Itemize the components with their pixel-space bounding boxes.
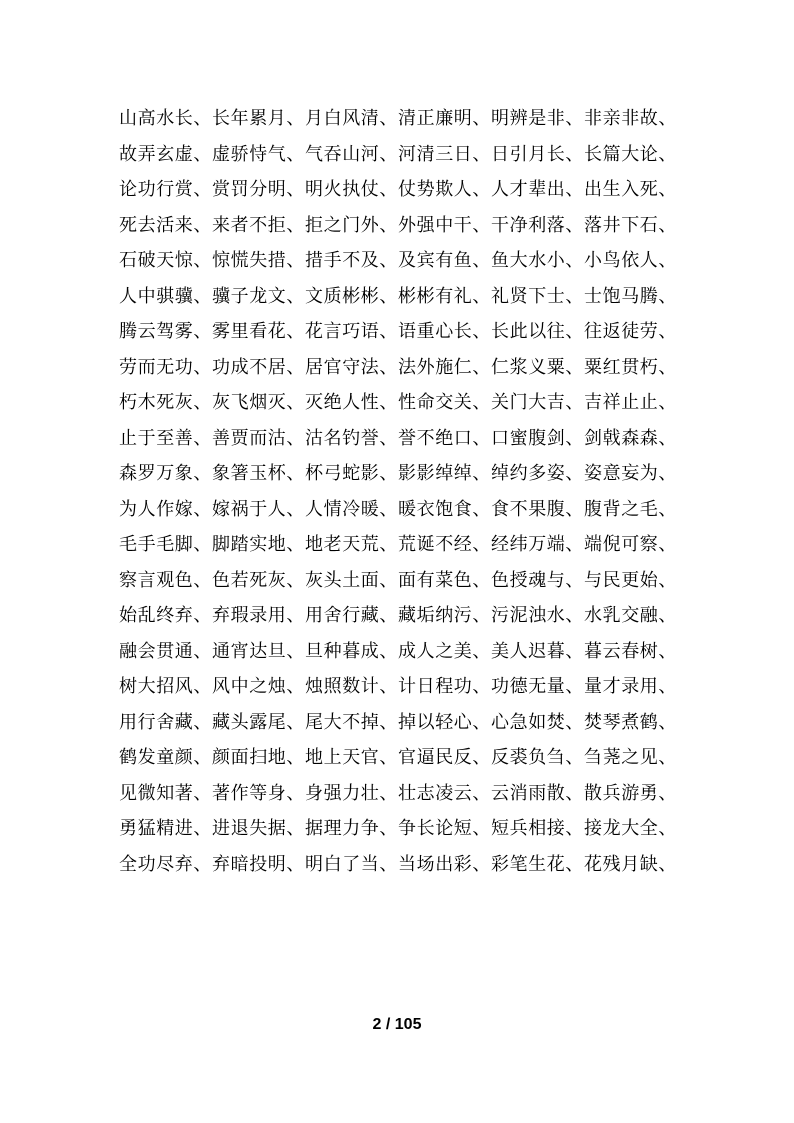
text-line: 山高水长、长年累月、月白风清、清正廉明、明辨是非、非亲非故、 bbox=[119, 108, 677, 129]
text-line: 劳而无功、功成不居、居官守法、法外施仁、仁浆义粟、粟红贯朽、 bbox=[119, 356, 677, 378]
text-line: 始乱终弃、弃瑕录用、用舍行藏、藏垢纳污、污泥浊水、水乳交融、 bbox=[119, 605, 677, 626]
text-line: 为人作嫁、嫁祸于人、人情冷暖、暖衣饱食、食不果腹、腹背之毛、 bbox=[119, 498, 677, 520]
text-line: 论功行赏、赏罚分明、明火执仗、仗势欺人、人才辈出、出生入死、 bbox=[119, 179, 677, 200]
text-line: 用行舍藏、藏头露尾、尾大不掉、掉以轻心、心急如焚、焚琴煮鹤、 bbox=[119, 711, 677, 733]
text-line: 朽木死灰、灰飞烟灭、灭绝人性、性命交关、关门大吉、吉祥止止、 bbox=[119, 392, 677, 413]
text-line: 人中骐骥、骥子龙文、文质彬彬、彬彬有礼、礼贤下士、士饱马腾、 bbox=[119, 285, 677, 307]
text-line: 勇猛精进、进退失据、据理力争、争长论短、短兵相接、接龙大全、 bbox=[119, 818, 677, 839]
text-line: 融会贯通、通宵达旦、旦种暮成、成人之美、美人迟暮、暮云春树、 bbox=[119, 640, 677, 662]
text-line: 见微知著、著作等身、身强力壮、壮志凌云、云消雨散、散兵游勇、 bbox=[119, 782, 677, 804]
text-line: 故弄玄虚、虚骄恃气、气吞山河、河清三日、日引月长、长篇大论、 bbox=[119, 143, 677, 165]
text-line: 森罗万象、象箸玉杯、杯弓蛇影、影影绰绰、绰约多姿、姿意妄为、 bbox=[119, 463, 677, 484]
text-line: 腾云驾雾、雾里看花、花言巧语、语重心长、长此以往、往返徒劳、 bbox=[119, 321, 677, 342]
text-line: 鹤发童颜、颜面扫地、地上天官、官逼民反、反裘负刍、刍荛之见、 bbox=[119, 747, 677, 768]
text-line: 石破天惊、惊慌失措、措手不及、及宾有鱼、鱼大水小、小鸟依人、 bbox=[119, 250, 677, 271]
text-line: 全功尽弃、弃暗投明、明白了当、当场出彩、彩笔生花、花残月缺、 bbox=[119, 853, 677, 875]
text-line: 毛手毛脚、脚踏实地、地老天荒、荒诞不经、经纬万端、端倪可察、 bbox=[119, 534, 677, 555]
text-line: 察言观色、色若死灰、灰头土面、面有菜色、色授魂与、与民更始、 bbox=[119, 569, 677, 591]
text-line: 死去活来、来者不拒、拒之门外、外强中干、干净利落、落井下石、 bbox=[119, 214, 677, 236]
text-line: 树大招风、风中之烛、烛照数计、计日程功、功德无量、量才录用、 bbox=[119, 676, 677, 697]
idiom-chain-text bbox=[119, 101, 679, 882]
text-line: 止于至善、善贾而沽、沽名钓誉、誉不绝口、口蜜腹剑、剑戟森森、 bbox=[119, 427, 677, 449]
page-number: 2 / 105 bbox=[372, 1016, 422, 1033]
